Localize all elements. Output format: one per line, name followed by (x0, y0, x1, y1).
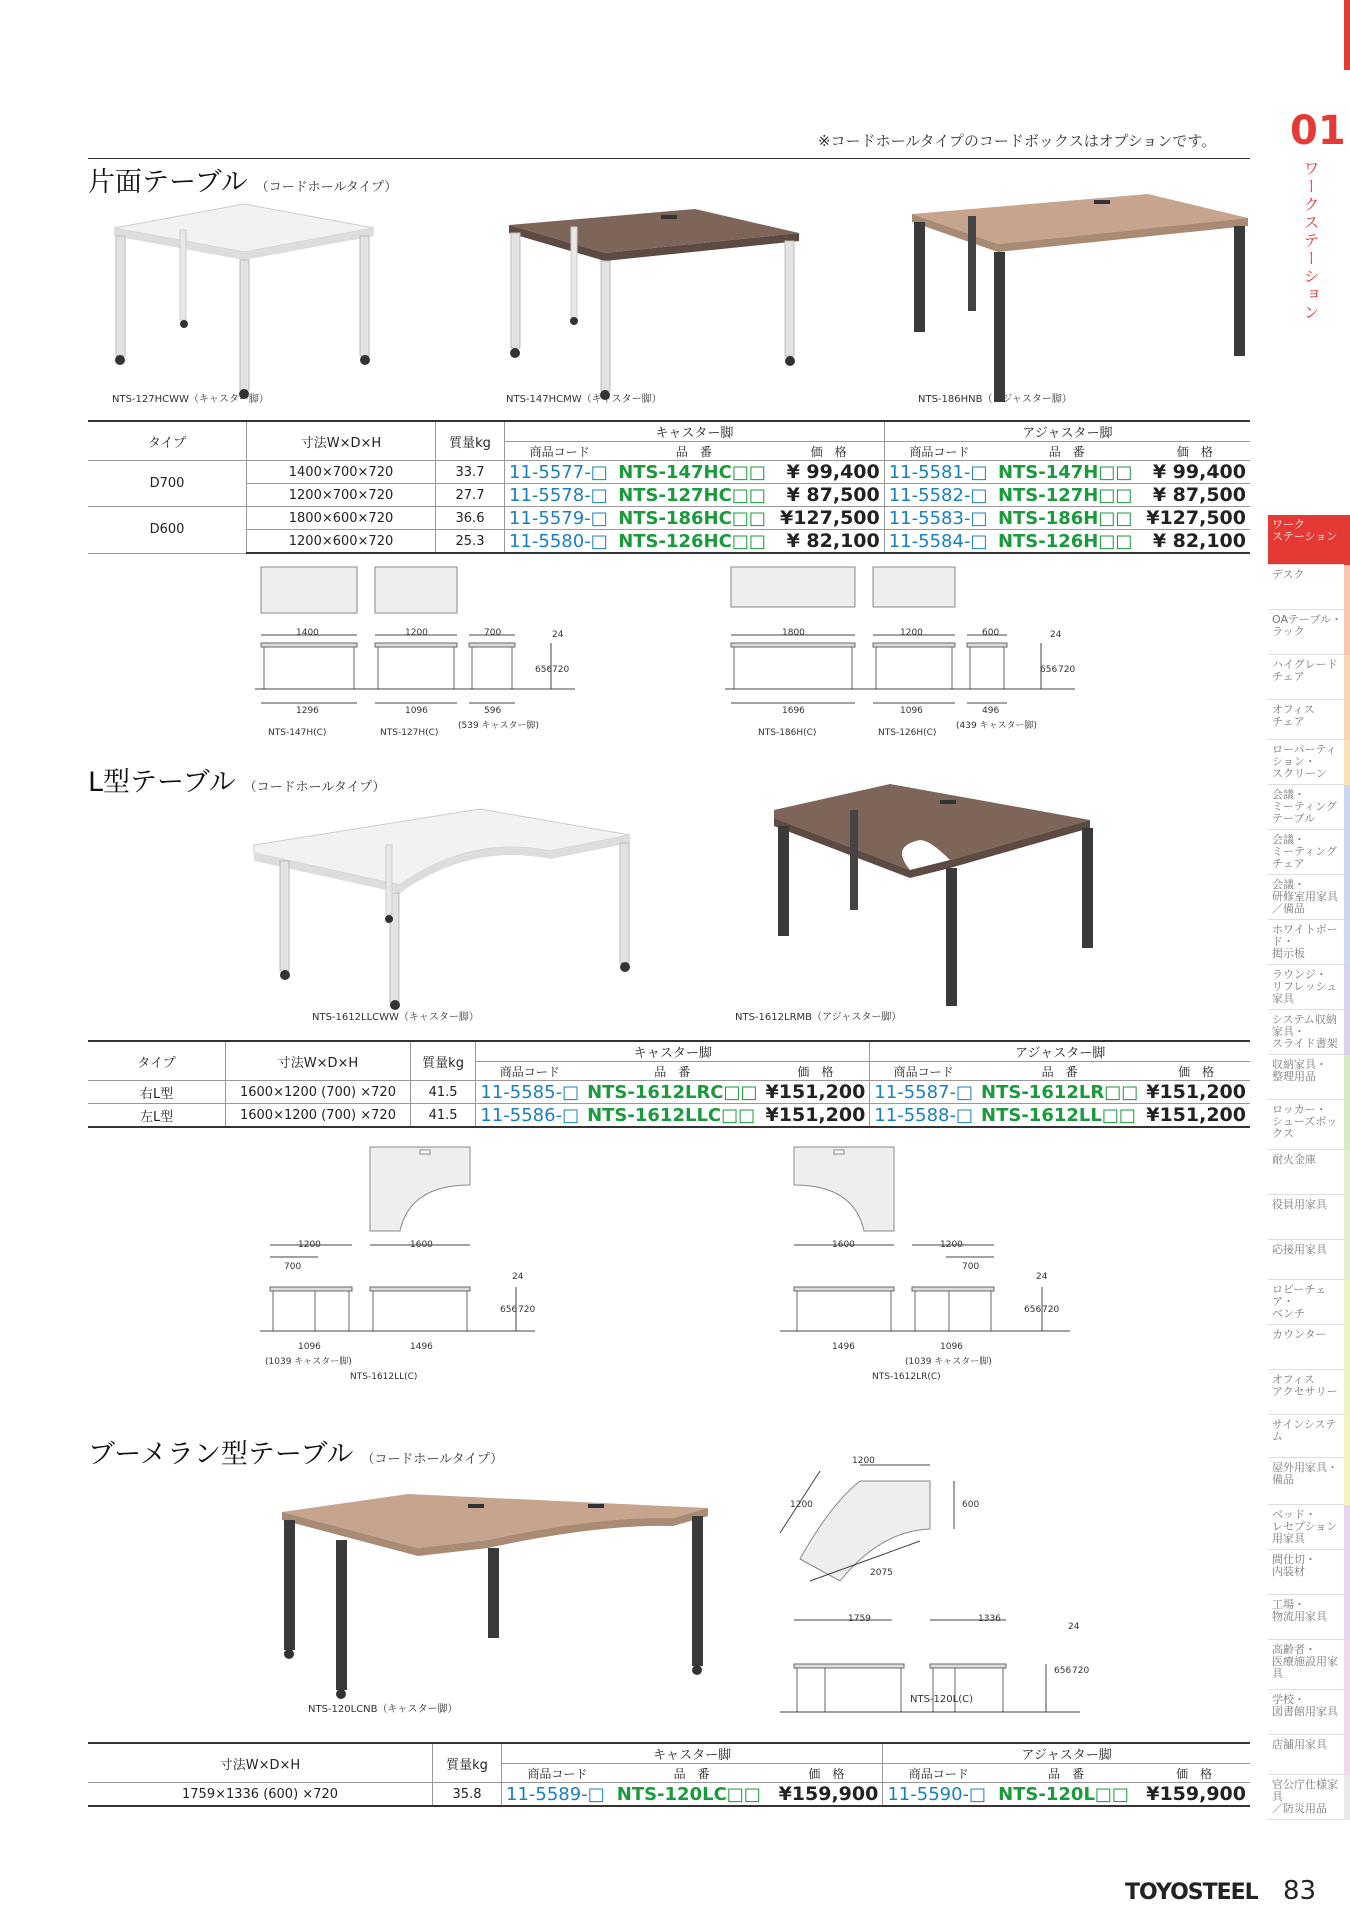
dim-h2: 720 (552, 665, 570, 675)
dim-top: 24 (1068, 1622, 1080, 1632)
dim-leg1: 1496 (832, 1342, 855, 1352)
caption-nts-147hcmw: NTS-147HCMW（キャスター脚） (506, 394, 662, 405)
nav-color-tab (1344, 1010, 1350, 1055)
drawing-label: NTS-147H(C) (268, 728, 327, 738)
section-title-one-sided (88, 160, 397, 199)
dim-leg2: 1096 (940, 1342, 963, 1352)
header-price: 価 格 (773, 442, 884, 461)
section-subtitle: （コードホールタイプ） (361, 1452, 504, 1467)
dim-leg2: 1096 (900, 706, 923, 716)
caption-nts-186hnb: NTS-186HNB（アジャスター脚） (918, 394, 1072, 405)
dim-top-width: 1200 (852, 1456, 875, 1466)
nav-color-tab (1344, 1640, 1350, 1690)
section-title-text: L型テーブル (88, 767, 236, 798)
nav-color-tab (1344, 1370, 1350, 1415)
row-size: 1400×700×720 (247, 461, 436, 484)
caster-price: ¥159,900 (771, 1783, 883, 1807)
header-price: 価 格 (1140, 442, 1250, 461)
header-code: 商品コード (476, 1062, 583, 1081)
adjuster-model: NTS-186H□□ (994, 507, 1140, 530)
caster-model: NTS-186HC□□ (614, 507, 773, 530)
brand-logo: TOYOSTEEL (1125, 1880, 1258, 1905)
nav-color-tab (1344, 1325, 1350, 1370)
nav-item[interactable]: 学校・ 図書館用家具 (1268, 1690, 1344, 1735)
adjuster-code: 11-5582-□ (884, 484, 994, 507)
table-row (88, 1081, 1250, 1104)
header-caster: キャスター脚 (505, 421, 885, 442)
header-model: 品 番 (614, 442, 773, 461)
row-type: D600 (88, 507, 247, 554)
header-code: 商品コード (870, 1062, 977, 1081)
nav-item[interactable]: 応接用家具 (1268, 1240, 1344, 1280)
dim-w1: 1400 (296, 628, 319, 638)
header-weight: 質量kg (410, 1041, 476, 1081)
dim-h2: 720 (1042, 1305, 1060, 1315)
header-price: 価 格 (771, 1764, 883, 1783)
header-model: 品 番 (994, 442, 1140, 461)
caster-code: 11-5586-□ (476, 1104, 583, 1128)
nav-item[interactable]: カウンター (1268, 1325, 1344, 1370)
section-title-text: ブーメラン型テーブル (88, 1439, 354, 1470)
caster-price: ¥ 87,500 (773, 484, 884, 507)
product-photo-nts-1612llcww (250, 805, 640, 1010)
table-row (88, 484, 1250, 507)
caster-model: NTS-147HC□□ (614, 461, 773, 484)
dim-diagonal: 2075 (870, 1568, 893, 1578)
page-number: 83 (1283, 1876, 1317, 1906)
dim-w1: 1600 (832, 1240, 855, 1250)
nav-color-tab (1344, 1150, 1350, 1195)
nav-item[interactable]: 会議・ ミーティングテーブル (1268, 785, 1344, 830)
table-row (88, 507, 1250, 530)
header-adjuster: アジャスター脚 (884, 421, 1250, 442)
dim-d: 700 (484, 628, 502, 638)
caption-nts-120l: NTS-120L(C) (910, 1694, 973, 1705)
header-model: 品 番 (613, 1764, 771, 1783)
dim-w2: 1600 (410, 1240, 433, 1250)
caster-model: NTS-126HC□□ (614, 530, 773, 554)
row-weight: 27.7 (436, 484, 505, 507)
adjuster-code: 11-5588-□ (870, 1104, 977, 1128)
dim-h1: 656 (535, 665, 553, 675)
drawing-label: NTS-126H(C) (878, 728, 937, 738)
nav-item[interactable]: ロッカー・ シューズボックス (1268, 1100, 1344, 1150)
dim-w1: 1759 (848, 1614, 871, 1624)
nav-item[interactable]: 工場・ 物流用家具 (1268, 1595, 1344, 1640)
header-type: タイプ (88, 1041, 226, 1081)
adjuster-code: 11-5581-□ (884, 461, 994, 484)
dim-top: 24 (512, 1272, 524, 1282)
dim-h1: 656 (1024, 1305, 1042, 1315)
header-price: 価 格 (1138, 1764, 1250, 1783)
nav-item[interactable]: OAテーブル・ ラック (1268, 610, 1344, 655)
nav-color-tab (1344, 1505, 1350, 1550)
nav-item[interactable]: サインシステム (1268, 1415, 1344, 1458)
section-subtitle: （コードホールタイプ） (243, 780, 386, 795)
caster-price: ¥151,200 (762, 1081, 870, 1104)
product-photo-nts-127hcww (110, 200, 380, 400)
nav-color-tab (1344, 1550, 1350, 1595)
nav-item[interactable]: 高齢者・ 医療施設用家具 (1268, 1640, 1344, 1690)
nav-item[interactable]: オフィス チェア (1268, 700, 1344, 740)
nav-color-tab (1344, 965, 1350, 1010)
nav-item[interactable]: ローパーティション・ スクリーン (1268, 740, 1344, 785)
dim-leg3-note: (539 キャスター脚) (458, 721, 540, 731)
caster-model: NTS-120LC□□ (613, 1783, 771, 1807)
row-size: 1200×700×720 (247, 484, 436, 507)
nav-item[interactable]: 耐火金庫 (1268, 1150, 1344, 1195)
adjuster-code: 11-5587-□ (870, 1081, 977, 1104)
dim-w1: 1800 (782, 628, 805, 638)
table-row (88, 461, 1250, 484)
table-row (88, 1783, 1250, 1807)
table-row (88, 530, 1250, 554)
table-row (88, 1104, 1250, 1128)
dim-leg3: 596 (484, 706, 502, 716)
header-code: 商品コード (884, 442, 994, 461)
caster-model: NTS-127HC□□ (614, 484, 773, 507)
caster-code: 11-5580-□ (505, 530, 615, 554)
adjuster-price: ¥ 99,400 (1140, 461, 1250, 484)
section-rule (88, 158, 1250, 159)
drawing-label: NTS-1612LL(C) (350, 1372, 418, 1382)
row-type: 右L型 (88, 1081, 226, 1104)
row-size: 1759×1336 (600) ×720 (88, 1783, 433, 1807)
header-adjuster: アジャスター脚 (870, 1041, 1250, 1062)
header-model: 品 番 (994, 1764, 1138, 1783)
row-weight: 35.8 (433, 1783, 502, 1807)
dim-left: 1200 (790, 1500, 813, 1510)
caster-price: ¥ 82,100 (773, 530, 884, 554)
adjuster-price: ¥127,500 (1140, 507, 1250, 530)
dim-leg3: 496 (982, 706, 1000, 716)
row-type: 左L型 (88, 1104, 226, 1128)
adjuster-price: ¥159,900 (1138, 1783, 1250, 1807)
dim-leg2-note: (1039 キャスター脚) (905, 1357, 992, 1367)
nav-item[interactable]: デスク (1268, 565, 1344, 610)
nav-item[interactable]: 官公庁仕様家具 ／防災用品 (1268, 1775, 1344, 1820)
section-title-boomerang (88, 1432, 503, 1471)
section-title-l-type (88, 760, 385, 799)
drawing-label: NTS-1612LR(C) (872, 1372, 941, 1382)
caster-code: 11-5589-□ (502, 1783, 613, 1807)
dim-d: 700 (962, 1262, 980, 1272)
nav-item[interactable]: ホワイトボード・ 掲示板 (1268, 920, 1344, 965)
header-code: 商品コード (505, 442, 615, 461)
dim-w2: 1200 (405, 628, 428, 638)
adjuster-model: NTS-120L□□ (994, 1783, 1138, 1807)
dim-h1: 656 (1054, 1666, 1072, 1676)
header-caster: キャスター脚 (476, 1041, 870, 1062)
chapter-number: 01 (1290, 108, 1346, 154)
nav-color-tab (1344, 1415, 1350, 1458)
nav-item[interactable]: ロビーチェア・ ベンチ (1268, 1280, 1344, 1325)
product-photo-nts-186hnb (908, 190, 1253, 405)
nav-item[interactable]: ラウンジ・ リフレッシュ家具 (1268, 965, 1344, 1010)
dim-w2: 1200 (900, 628, 923, 638)
spec-table-one-sided (88, 420, 1250, 554)
nav-color-tab (1344, 1735, 1350, 1775)
header-price: 価 格 (762, 1062, 870, 1081)
adjuster-price: ¥ 87,500 (1140, 484, 1250, 507)
dim-leg2: 1496 (410, 1342, 433, 1352)
dim-w2: 1200 (940, 1240, 963, 1250)
nav-color-tab (1344, 1055, 1350, 1100)
row-size: 1600×1200 (700) ×720 (226, 1104, 411, 1128)
product-photo-nts-1612lrmb (770, 780, 1105, 1010)
nav-item[interactable]: ワーク ステーション (1268, 515, 1344, 565)
dim-d: 600 (982, 628, 1000, 638)
caption-nts-127hcww: NTS-127HCWW（キャスター脚） (112, 394, 269, 405)
row-size: 1200×600×720 (247, 530, 436, 554)
nav-item[interactable]: 会議・ 研修室用家具／備品 (1268, 875, 1344, 920)
dim-top: 24 (552, 630, 564, 640)
header-type: タイプ (88, 421, 247, 461)
nav-color-tab (1344, 1775, 1350, 1820)
dim-side: 600 (962, 1500, 980, 1510)
nav-item[interactable]: 役員用家具 (1268, 1195, 1344, 1240)
nav-color-tab (1344, 655, 1350, 700)
adjuster-price: ¥151,200 (1142, 1104, 1250, 1128)
nav-item[interactable]: 店舗用家具 (1268, 1735, 1344, 1775)
header-code: 商品コード (502, 1764, 613, 1783)
nav-item[interactable]: 会議・ ミーティングチェア (1268, 830, 1344, 875)
option-note: ※コードホールタイプのコードボックスはオプションです。 (818, 132, 1217, 150)
adjuster-code: 11-5583-□ (884, 507, 994, 530)
adjuster-model: NTS-127H□□ (994, 484, 1140, 507)
caster-model: NTS-1612LRC□□ (583, 1081, 761, 1104)
nav-color-tab (1344, 1690, 1350, 1735)
dim-w2: 1336 (978, 1614, 1001, 1624)
row-type: D700 (88, 461, 247, 507)
dim-w1: 1200 (298, 1240, 321, 1250)
caption-nts-120lcnb: NTS-120LCNB（キャスター脚） (308, 1704, 458, 1715)
nav-item[interactable]: 屋外用家具・ 備品 (1268, 1458, 1344, 1505)
adjuster-model: NTS-1612LL□□ (977, 1104, 1142, 1128)
row-size: 1600×1200 (700) ×720 (226, 1081, 411, 1104)
dimension-drawing-lr (780, 1145, 1080, 1345)
nav-color-tab (1344, 1100, 1350, 1150)
dim-leg1: 1296 (296, 706, 319, 716)
header-caster: キャスター脚 (502, 1743, 883, 1764)
nav-color-tab (1344, 740, 1350, 785)
adjuster-model: NTS-147H□□ (994, 461, 1140, 484)
row-weight: 25.3 (436, 530, 505, 554)
dim-leg1-note: (1039 キャスター脚) (265, 1357, 352, 1367)
header-weight: 質量kg (433, 1743, 502, 1783)
nav-color-tab (1344, 515, 1350, 565)
header-model: 品 番 (583, 1062, 761, 1081)
nav-item[interactable]: オフィス アクセサリー (1268, 1370, 1344, 1415)
nav-color-tab (1344, 1195, 1350, 1240)
caster-code: 11-5578-□ (505, 484, 615, 507)
nav-color-tab (1344, 1240, 1350, 1280)
product-photo-nts-120lcnb (278, 1490, 713, 1700)
spec-table-l-type (88, 1040, 1250, 1128)
header-size: 寸法W×D×H (226, 1041, 411, 1081)
dim-top: 24 (1050, 630, 1062, 640)
nav-color-tab (1344, 830, 1350, 875)
nav-color-tab (1344, 785, 1350, 830)
adjuster-price: ¥ 82,100 (1140, 530, 1250, 554)
header-price: 価 格 (1142, 1062, 1250, 1081)
caption-nts-1612lrmb: NTS-1612LRMB（アジャスター脚） (735, 1012, 902, 1023)
nav-item[interactable]: システム収納家具・ スライド書架 (1268, 1010, 1344, 1055)
section-title-text: 片面テーブル (88, 167, 248, 198)
caster-model: NTS-1612LLC□□ (583, 1104, 761, 1128)
caster-code: 11-5579-□ (505, 507, 615, 530)
nav-color-tab (1344, 875, 1350, 920)
product-photo-nts-147hcmw (505, 205, 805, 405)
header-weight: 質量kg (436, 421, 505, 461)
caster-price: ¥ 99,400 (773, 461, 884, 484)
adjuster-price: ¥151,200 (1142, 1081, 1250, 1104)
nav-item[interactable]: ベッド・ レセプション用家具 (1268, 1505, 1344, 1550)
row-weight: 41.5 (410, 1104, 476, 1128)
dim-h2: 720 (1072, 1666, 1090, 1676)
boomerang-elevation (780, 1612, 1100, 1722)
drawing-label: NTS-127H(C) (380, 728, 439, 738)
row-weight: 33.7 (436, 461, 505, 484)
nav-color-tab (1344, 920, 1350, 965)
spec-table-boomerang (88, 1742, 1250, 1807)
nav-color-tab (1344, 610, 1350, 655)
chapter-title: ワークステーション (1301, 160, 1320, 322)
nav-color-tab (1344, 700, 1350, 740)
dim-leg1: 1696 (782, 706, 805, 716)
drawing-label: NTS-186H(C) (758, 728, 817, 738)
nav-color-tab (1344, 565, 1350, 610)
dim-leg1: 1096 (298, 1342, 321, 1352)
nav-item[interactable]: 収納家具・ 整理用品 (1268, 1055, 1344, 1100)
caption-nts-1612llcww: NTS-1612LLCWW（キャスター脚） (312, 1012, 479, 1023)
adjuster-model: NTS-126H□□ (994, 530, 1140, 554)
dim-h2: 720 (518, 1305, 536, 1315)
adjuster-code: 11-5590-□ (883, 1783, 994, 1807)
row-size: 1800×600×720 (247, 507, 436, 530)
dim-h1: 656 (500, 1305, 518, 1315)
header-size: 寸法W×D×H (88, 1743, 433, 1783)
header-adjuster: アジャスター脚 (883, 1743, 1250, 1764)
caster-price: ¥127,500 (773, 507, 884, 530)
nav-color-tab (1344, 1280, 1350, 1325)
caster-code: 11-5577-□ (505, 461, 615, 484)
adjuster-code: 11-5584-□ (884, 530, 994, 554)
row-weight: 41.5 (410, 1081, 476, 1104)
header-code: 商品コード (883, 1764, 994, 1783)
caster-code: 11-5585-□ (476, 1081, 583, 1104)
header-size: 寸法W×D×H (247, 421, 436, 461)
dim-leg2: 1096 (405, 706, 428, 716)
section-subtitle: （コードホールタイプ） (255, 180, 398, 195)
dim-h1: 656 (1040, 665, 1058, 675)
adjuster-model: NTS-1612LR□□ (977, 1081, 1142, 1104)
dim-h2: 720 (1058, 665, 1076, 675)
top-red-bar (1344, 0, 1350, 70)
header-model: 品 番 (977, 1062, 1142, 1081)
nav-color-tab (1344, 1595, 1350, 1640)
nav-item[interactable]: 間仕切・ 内装材 (1268, 1550, 1344, 1595)
nav-color-tab (1344, 1458, 1350, 1505)
dim-top: 24 (1036, 1272, 1048, 1282)
row-weight: 36.6 (436, 507, 505, 530)
dim-d: 700 (284, 1262, 302, 1272)
dim-leg3-note: (439 キャスター脚) (956, 721, 1038, 731)
caster-price: ¥151,200 (762, 1104, 870, 1128)
nav-item[interactable]: ハイグレード チェア (1268, 655, 1344, 700)
